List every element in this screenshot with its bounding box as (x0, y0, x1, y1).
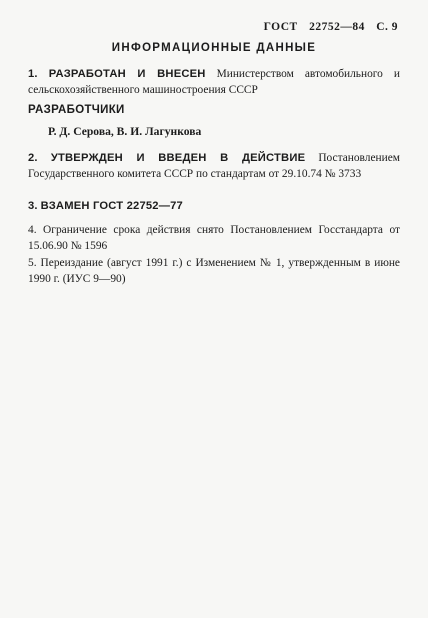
item-lead: УТВЕРЖДЕН И ВВЕДЕН В ДЕЙСТВИЕ (50, 152, 306, 164)
item-number: 5. (28, 257, 37, 269)
item-text: Переиздание (август 1991 г.) с Изменением № 1, утвержденным в июне 1990 г. (ИУС 9—90) (28, 257, 400, 285)
item-text: Ограничение срока действия снято Постановлением Госстандарта от 15.06.90 № 1596 (28, 224, 400, 252)
developers-names: Р. Д. Серова, В. И. Лагункова (48, 125, 202, 138)
item-approved-enacted (28, 150, 400, 182)
item-number: 4. (28, 224, 37, 236)
item-validity-limitation (28, 222, 400, 254)
section-title: ИНФОРМАЦИОННЫЕ ДАННЫЕ (111, 42, 317, 54)
item-number: 1. (28, 68, 38, 80)
item-reissue (28, 255, 400, 287)
standard-number: 22752—84 (309, 21, 365, 33)
item-developed-submitted (28, 66, 400, 98)
item-lead: РАЗРАБОТАН И ВНЕСЕН (48, 68, 206, 80)
item-number: 3. (28, 200, 38, 212)
item-text: Постановлением Государственного комитета СССР по стандартам от 29.10.74 № 3733 (28, 152, 400, 180)
page-header (264, 21, 398, 33)
item-text: Министерством автомобильного и сельскохозяйственного машиностроения СССР (28, 68, 400, 96)
standard-label: ГОСТ (263, 21, 298, 33)
item-lead: ВЗАМЕН ГОСТ 22752—77 (40, 200, 183, 212)
item-number: 2. (28, 152, 38, 164)
page-number: С. 9 (376, 21, 398, 33)
item-replaces (28, 198, 400, 214)
developers-heading: РАЗРАБОТЧИКИ (28, 104, 125, 116)
